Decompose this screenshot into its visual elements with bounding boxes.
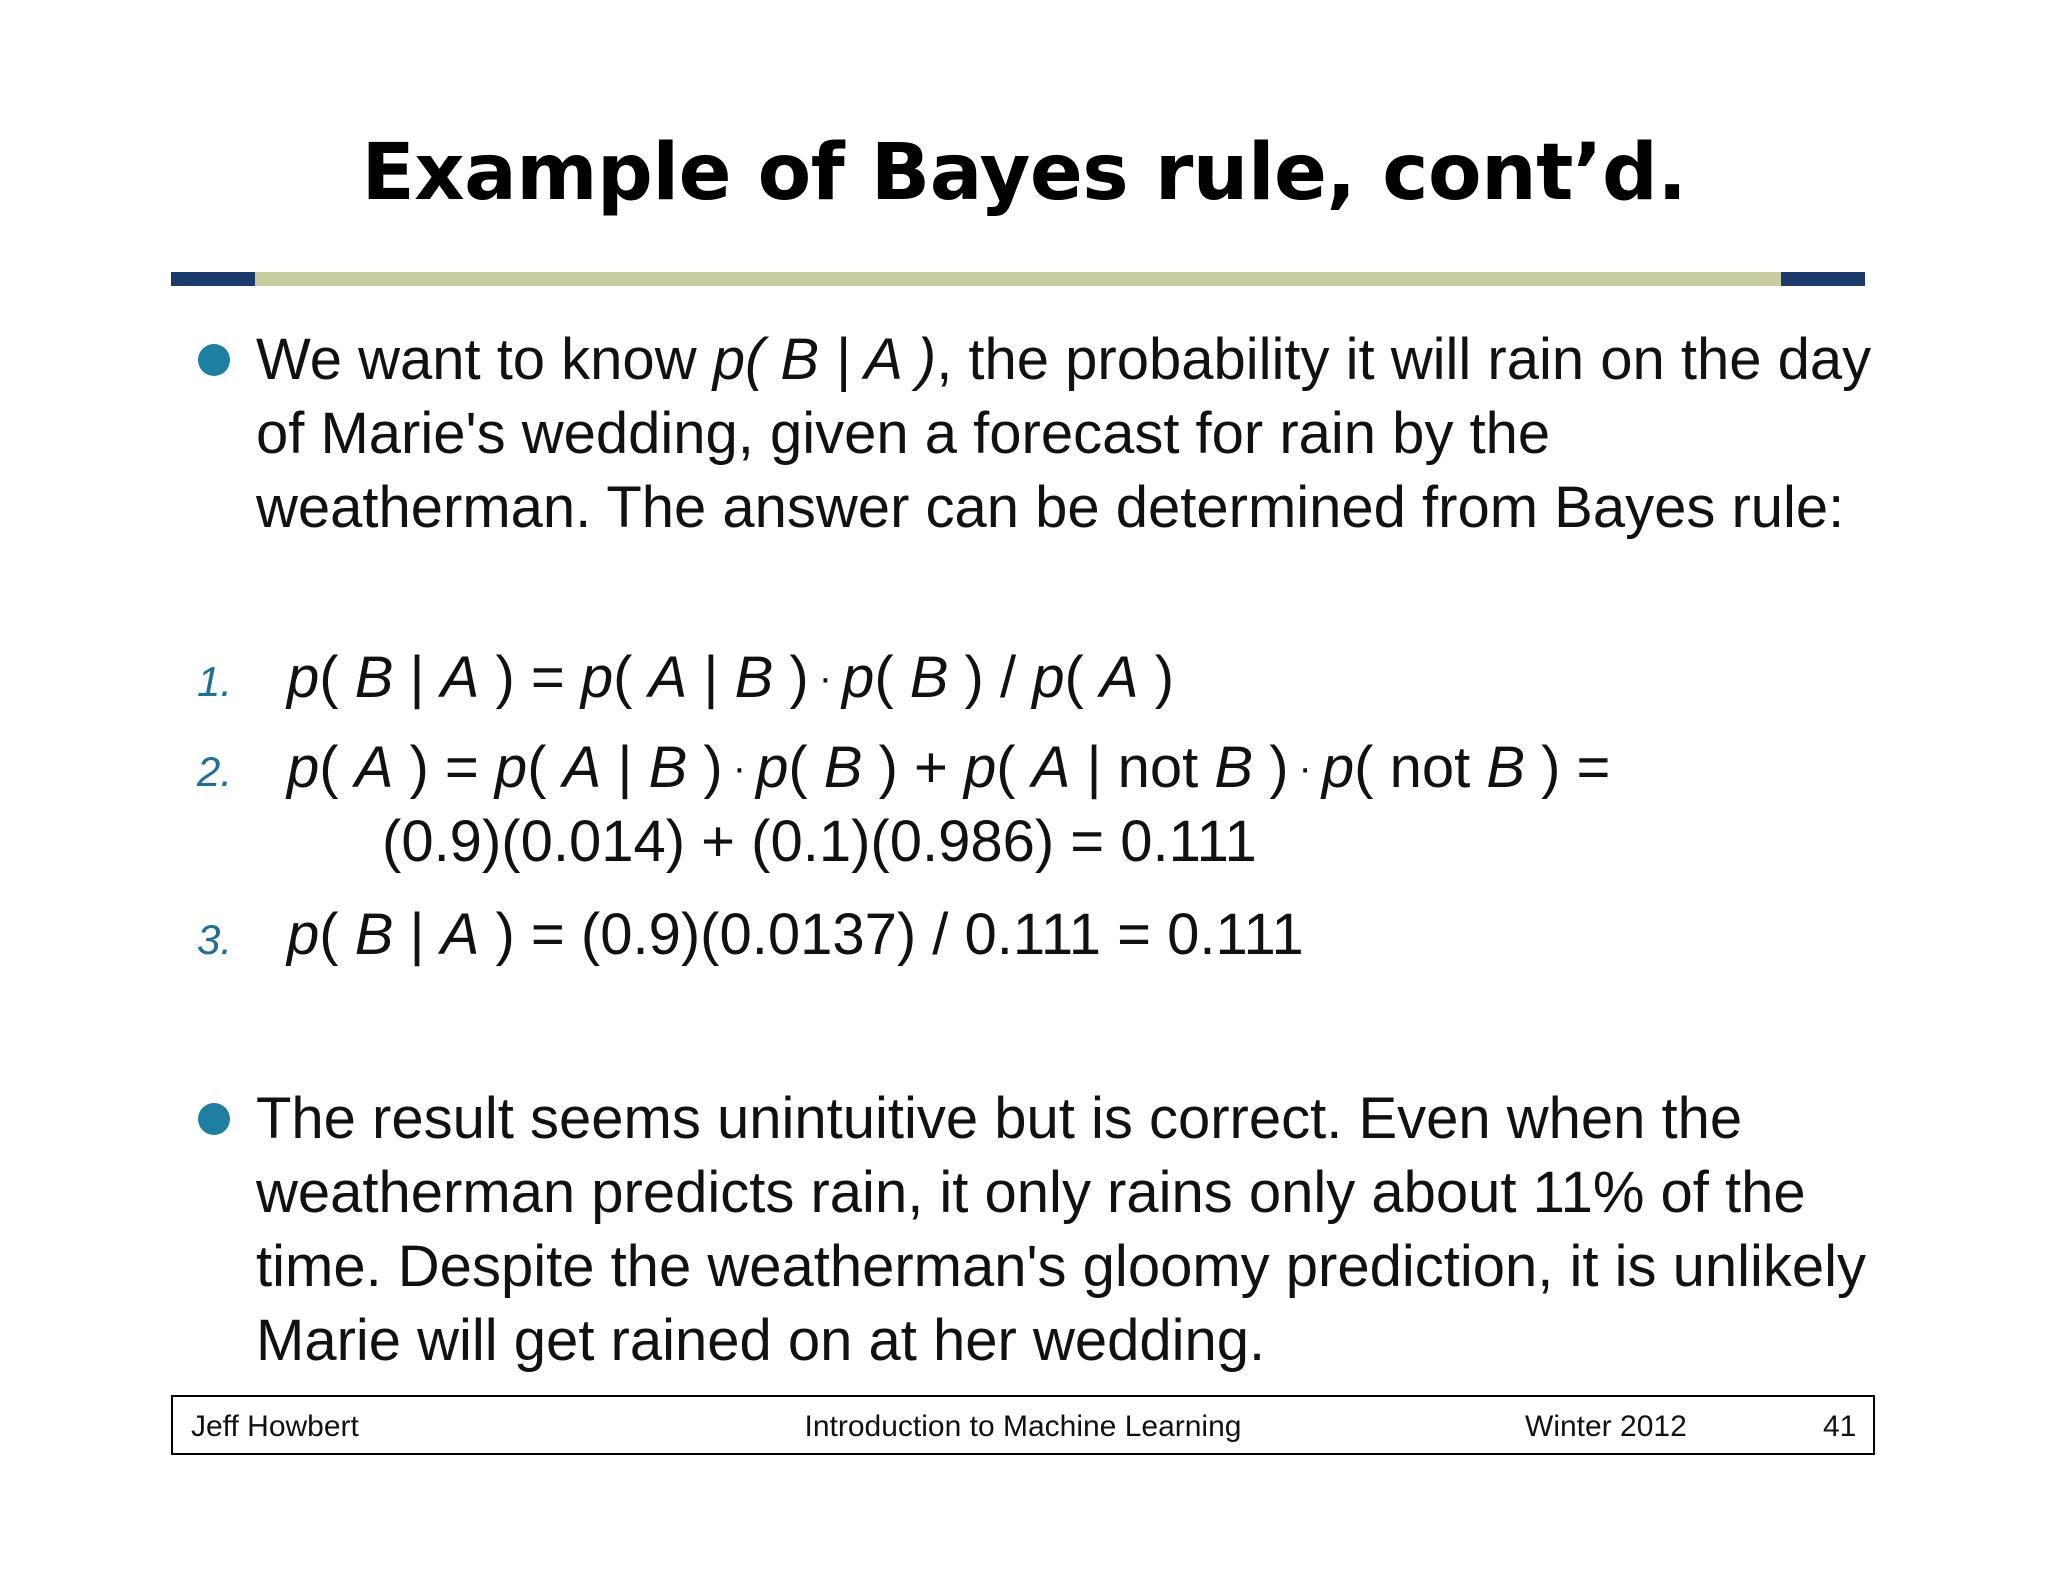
footer-page-number: 41	[1823, 1410, 1857, 1443]
bullet-paragraph-2: The result seems unintuitive but is correct. Even when the weatherman predicts rain, it only rains only about 11% of the time. Despite the weatherman's gloomy prediction, it is unlikely Marie will get rained on at her wedding.	[256, 1086, 1867, 1373]
footer-author: Jeff Howbert	[191, 1410, 359, 1443]
divider-right-accent	[1781, 272, 1865, 286]
step-equation-3: p( B | A ) = (0.9)(0.0137) / 0.111 = 0.111	[287, 902, 1304, 967]
step-number-1: 1.	[197, 658, 233, 705]
slide-footer	[171, 1395, 1875, 1455]
bullet-dot	[198, 344, 230, 376]
bullet-1-rest: , the probability it will rain on the day of Marie's wedding, given a forecast for rain by the weatherman. The answer can be determined from Bayes rule:	[256, 327, 1872, 540]
bullet-1-lead: We want to know	[256, 327, 713, 392]
divider-bar	[255, 272, 1781, 286]
step-equation-1: p( B | A ) = p( A | B ) · p( B ) / p( A )	[287, 645, 1175, 710]
bullet-dot	[198, 1103, 230, 1135]
divider-left-accent	[171, 272, 255, 286]
footer-term: Winter 2012	[1525, 1410, 1687, 1443]
slide-title: Example of Bayes rule, cont’d.	[361, 128, 1687, 218]
bullet-1-math: p( B | A )	[712, 327, 937, 392]
bullet-paragraph-1	[256, 323, 1896, 545]
step-number-2: 2.	[197, 748, 233, 795]
step-equation-2-continuation: (0.9)(0.014) + (0.1)(0.986) = 0.111	[382, 809, 1257, 874]
step-number-3: 3.	[197, 916, 233, 963]
footer-course: Introduction to Machine Learning	[804, 1410, 1242, 1443]
step-equation-2: p( A ) = p( A | B ) · p( B ) + p( A | not B ) · p( not B ) =	[287, 735, 1611, 800]
title-divider	[171, 272, 1865, 286]
